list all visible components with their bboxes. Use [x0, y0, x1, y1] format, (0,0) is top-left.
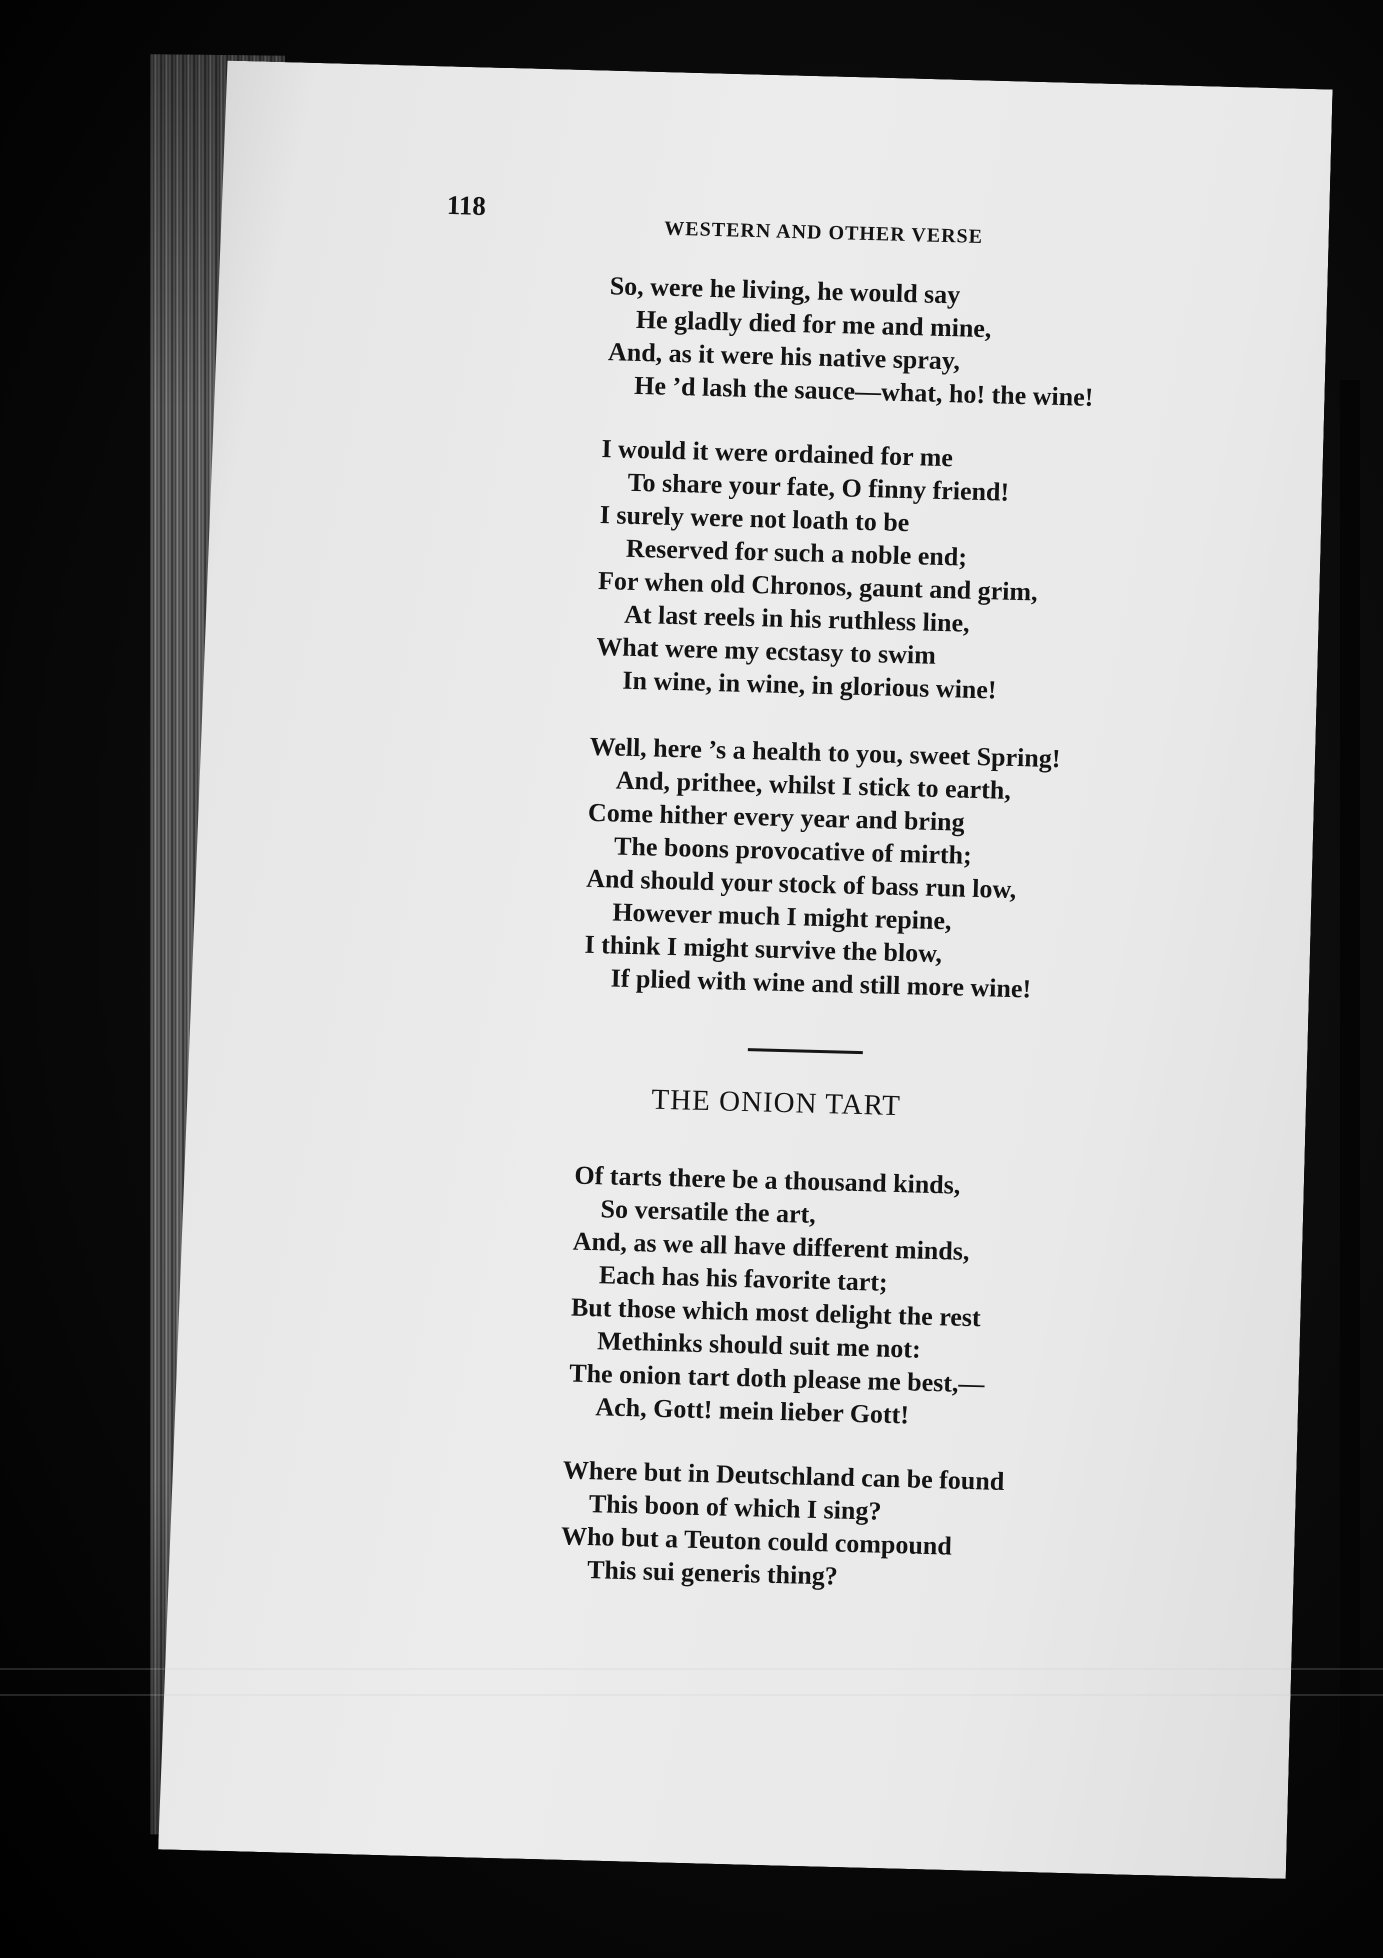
- verse-line: Of tarts there be a thousand kinds,: [574, 1160, 961, 1200]
- verse-line: Each has his favorite tart;: [598, 1260, 889, 1297]
- stanza-1: [607, 269, 1310, 419]
- verse-line: But those which most delight the rest: [570, 1292, 982, 1333]
- page-number: 118: [446, 189, 487, 221]
- verse-line: Ach, Gott! mein lieber Gott!: [595, 1392, 910, 1430]
- verse-line: At last reels in his ruthless line,: [623, 599, 970, 638]
- verse-line: And should your stock of bass run low,: [585, 863, 1017, 905]
- verse-line: Methinks should suit me not:: [596, 1326, 922, 1364]
- verse-line: For when old Chronos, gaunt and grim,: [597, 566, 1039, 607]
- verse-line: This boon of which I sing?: [588, 1489, 882, 1526]
- verse-line: I surely were not loath to be: [599, 500, 910, 538]
- verse-line: Where but in Deutschland can be found: [562, 1455, 1005, 1496]
- stanza-2: [595, 432, 1302, 714]
- poem-title: THE ONION TART: [651, 1083, 902, 1123]
- verse-line: The onion tart doth please me best,—: [568, 1358, 985, 1399]
- verse-line: He gladly died for me and mine,: [635, 304, 992, 344]
- verse-line: The boons provocative of mirth;: [613, 831, 973, 870]
- verse-line: And, as it were his native spray,: [607, 337, 961, 376]
- verse-line: What were my ecstasy to swim: [595, 631, 937, 670]
- verse-line: So, were he living, he would say: [609, 271, 961, 310]
- verse-line: In wine, in wine, in glorious wine!: [622, 665, 997, 705]
- verse-line: This sui generis thing?: [586, 1555, 839, 1591]
- running-head: WESTERN AND OTHER VERSE: [664, 217, 984, 248]
- verse-line: I would it were ordained for me: [601, 434, 954, 473]
- verse-line: So versatile the art,: [600, 1194, 817, 1229]
- verse-line: And, prithee, whilst I stick to earth,: [615, 765, 1012, 805]
- stanza-3: [583, 730, 1290, 1012]
- verse-line: However much I might repine,: [612, 897, 952, 936]
- section-divider: [748, 1048, 863, 1054]
- verse-line: And, as we all have different minds,: [572, 1226, 970, 1266]
- verse-line: Reserved for such a noble end;: [625, 533, 968, 572]
- verse-line: I think I might survive the blow,: [584, 929, 943, 969]
- verse-line: To share your fate, O finny friend!: [627, 467, 1010, 507]
- onion-tart-stanza-1: [568, 1159, 1275, 1441]
- verse-line: Come hither every year and bring: [587, 797, 966, 837]
- onion-tart-stanza-2: [560, 1453, 1263, 1603]
- verse-line: If plied with wine and still more wine!: [610, 963, 1032, 1004]
- verse-line: Well, here ’s a health to you, sweet Spring!: [589, 731, 1061, 774]
- verse-line: He ’d lash the sauce—what, ho! the wine!: [633, 370, 1094, 412]
- verse-line: Who but a Teuton could compound: [560, 1521, 953, 1561]
